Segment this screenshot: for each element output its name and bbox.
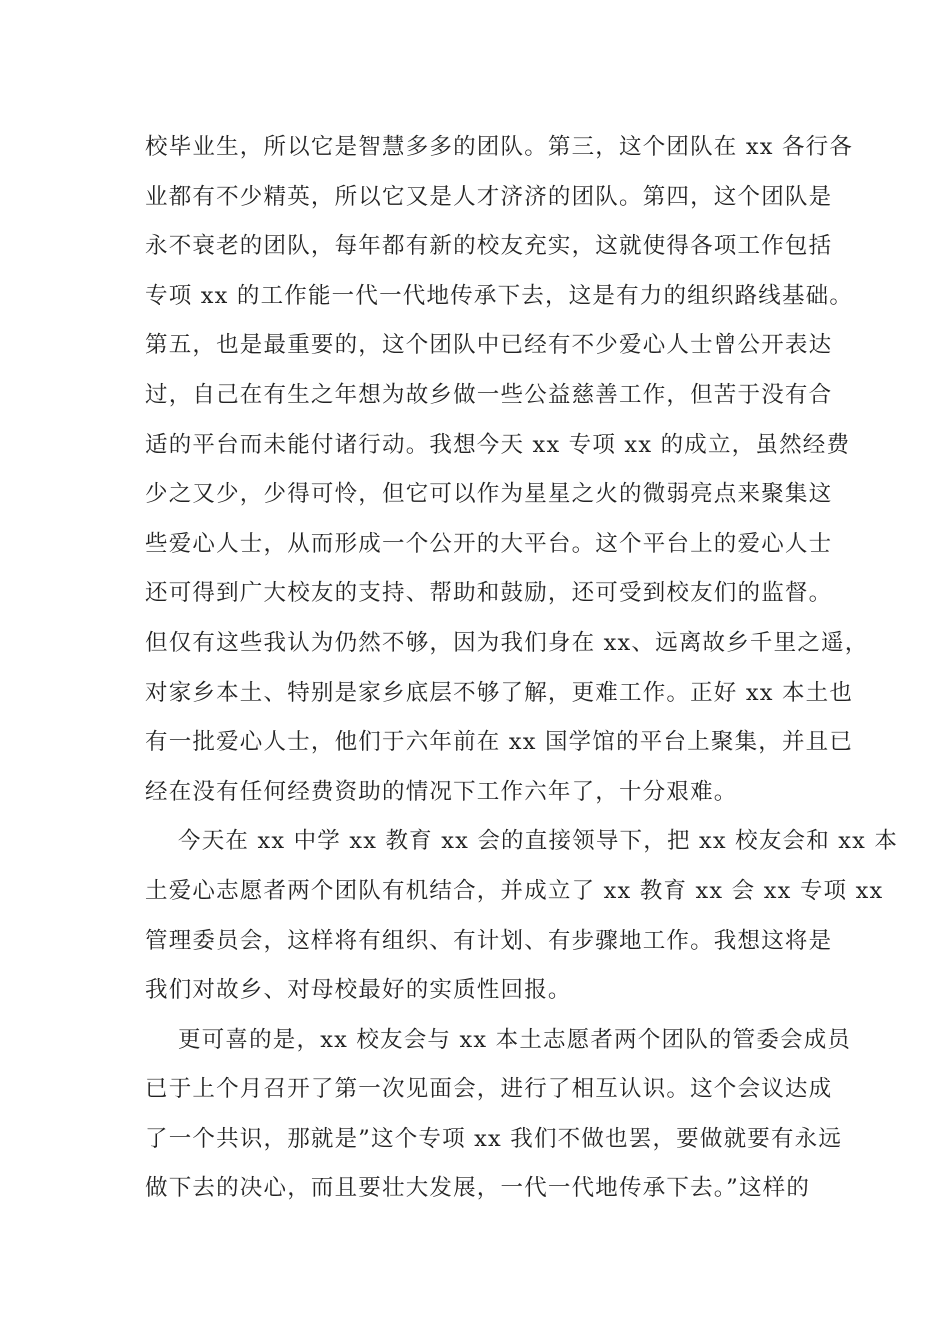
paragraph-2 bbox=[145, 817, 899, 1015]
text-line: 了一个共识，那就是”这个专项 xx 我们不做也罢，要做就要有永远 bbox=[145, 1125, 843, 1152]
text-line: 第五，也是最重要的，这个团队中已经有不少爱心人士曾公开表达 bbox=[145, 332, 833, 359]
text-line: 少之又少，少得可怜，但它可以作为星星之火的微弱亮点来聚集这 bbox=[145, 481, 833, 508]
text-line: 有一批爱心人士，他们于六年前在 xx 国学馆的平台上聚集，并且已 bbox=[145, 729, 854, 756]
text-line: 业都有不少精英，所以它又是人才济济的团队。第四，这个团队是 bbox=[145, 183, 833, 210]
text-line: 已于上个月召开了第一次见面会，进行了相互认识。这个会议达成 bbox=[145, 1076, 833, 1103]
paragraph-3 bbox=[145, 1016, 852, 1214]
text-line: 还可得到广大校友的支持、帮助和鼓励，还可受到校友们的监督。 bbox=[145, 580, 833, 607]
text-line: 今天在 xx 中学 xx 教育 xx 会的直接领导下，把 xx 校友会和 xx 本 bbox=[178, 828, 899, 855]
text-line: 管理委员会，这样将有组织、有计划、有步骤地工作。我想这将是 bbox=[145, 927, 833, 954]
text-line: 过，自己在有生之年想为故乡做一些公益慈善工作，但苦于没有合 bbox=[145, 381, 833, 408]
text-line: 校毕业生，所以它是智慧多多的团队。第三，这个团队在 xx 各行各 bbox=[145, 134, 854, 160]
text-line: 我们对故乡、对母校最好的实质性回报。 bbox=[145, 977, 572, 1004]
text-line: 永不衰老的团队，每年都有新的校友充实，这就使得各项工作包括 bbox=[145, 233, 833, 260]
text-line: 土爱心志愿者两个团队有机结合，并成立了 xx 教育 xx 会 xx 专项 xx bbox=[145, 877, 884, 904]
text-line: 专项 xx 的工作能一代一代地传承下去，这是有力的组织路线基础。 bbox=[145, 282, 854, 309]
text-line: 更可喜的是，xx 校友会与 xx 本土志愿者两个团队的管委会成员 bbox=[178, 1026, 852, 1053]
text-line: 些爱心人士，从而形成一个公开的大平台。这个平台上的爱心人士 bbox=[145, 530, 833, 557]
text-line: 但仅有这些我认为仍然不够，因为我们身在 xx、远离故乡千里之遥， bbox=[145, 629, 869, 656]
text-line: 做下去的决心，而且要壮大发展，一代一代地传承下去。”这样的 bbox=[145, 1175, 811, 1202]
text-line: 经在没有任何经费资助的情况下工作六年了，十分艰难。 bbox=[145, 778, 738, 805]
text-line: 对家乡本土、特别是家乡底层不够了解，更难工作。正好 xx 本土也 bbox=[145, 679, 854, 706]
paragraph-1 bbox=[145, 123, 869, 817]
document-body bbox=[145, 123, 899, 1214]
text-line: 适的平台而未能付诸行动。我想今天 xx 专项 xx 的成立，虽然经费 bbox=[145, 431, 851, 458]
